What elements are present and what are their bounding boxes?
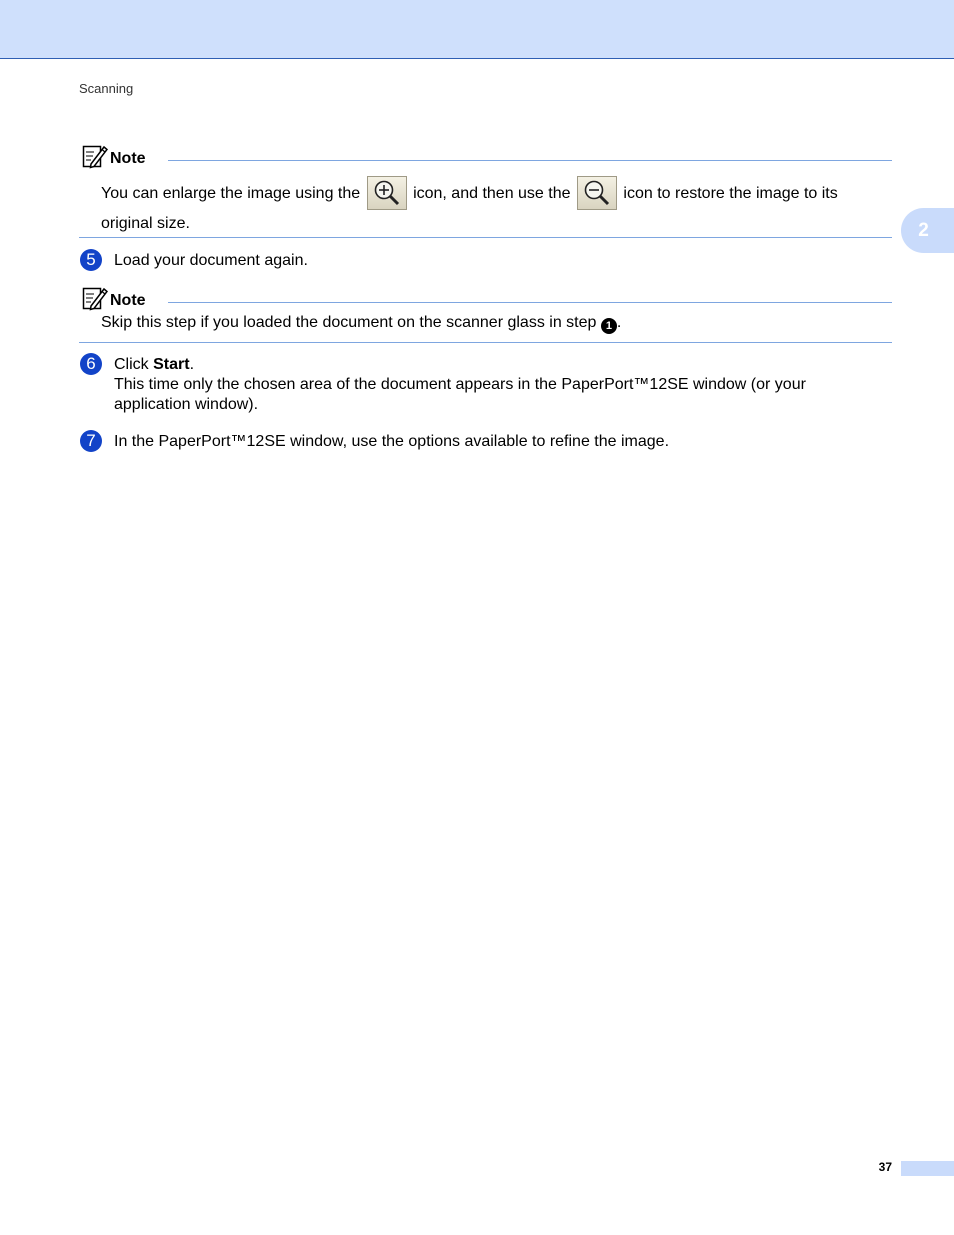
step-number-badge: 6 xyxy=(80,353,102,375)
start-label: Start xyxy=(153,356,190,373)
zoom-out-icon xyxy=(582,179,612,207)
note-text-part: icon to restore the image to its original size. xyxy=(101,185,838,232)
zoom-out-button-image xyxy=(577,176,617,210)
step-reference-badge: 1 xyxy=(601,318,617,334)
note-text xyxy=(101,177,886,236)
step-number-badge: 5 xyxy=(80,249,102,271)
note-text-part: . xyxy=(616,314,622,331)
note-bottom-rule xyxy=(79,237,892,238)
note-pencil-icon xyxy=(82,143,108,169)
note-text-part: You can enlarge the image using the xyxy=(101,185,361,203)
zoom-in-icon xyxy=(372,179,402,207)
step-text-part: Click xyxy=(114,356,149,373)
step-number-badge: 7 xyxy=(80,430,102,452)
note-pencil-icon xyxy=(82,285,108,311)
note-title: Note xyxy=(110,150,146,167)
note-bottom-rule xyxy=(79,342,892,343)
note-title: Note xyxy=(110,292,146,309)
note-text-part: Skip this step if you loaded the document on the scanner glass in step xyxy=(101,314,597,331)
note-divider xyxy=(168,302,892,303)
step-text xyxy=(114,355,884,415)
step-text: Load your document again. xyxy=(114,252,308,269)
page-number: 37 xyxy=(878,1160,892,1174)
step-detail: This time only the chosen area of the document appears in the PaperPort™12SE window (or your application window). xyxy=(114,376,806,413)
zoom-in-button-image xyxy=(367,176,407,210)
note-header xyxy=(79,285,892,313)
step-text: In the PaperPort™12SE window, use the options available to refine the image. xyxy=(114,433,670,450)
note-header xyxy=(79,143,892,171)
section-title: Scanning xyxy=(79,81,134,96)
note-text-part: icon, and then use the xyxy=(413,185,571,203)
header-band xyxy=(0,0,954,59)
note-text xyxy=(101,310,886,335)
page-tab xyxy=(901,1161,954,1176)
note-divider xyxy=(168,160,892,161)
step-text-part: . xyxy=(189,356,195,373)
chapter-tab: 2 xyxy=(901,208,954,253)
